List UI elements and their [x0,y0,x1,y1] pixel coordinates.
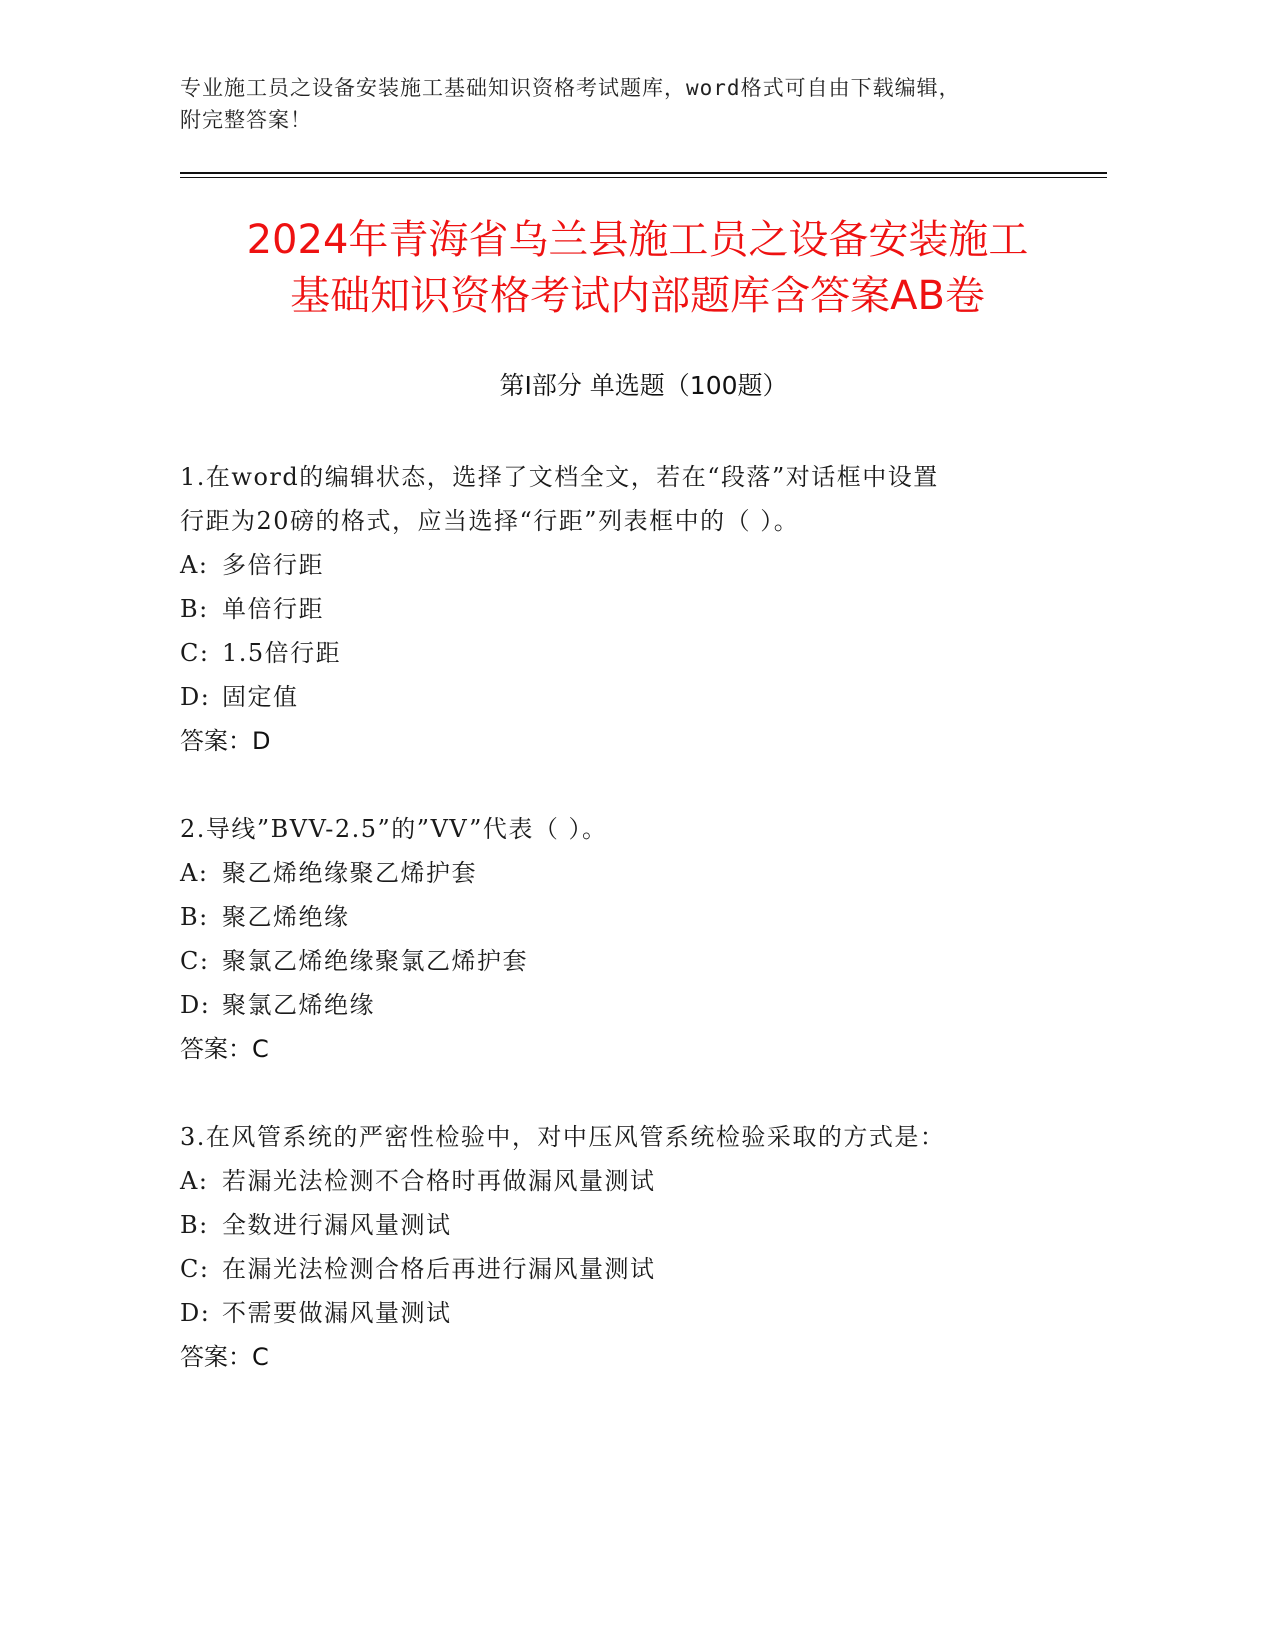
option-a [180,543,1080,587]
option-text: 若漏光法检测不合格时再做漏风量测试 [222,1167,656,1195]
answer-line: 答案：C [180,1343,269,1371]
question-stem-line: 2.导线”BVV-2.5”的”VV”代表（ ）。 [180,815,608,843]
option-key: A: [180,1167,209,1195]
question-stem-line: 行距为20磅的格式，应当选择“行距”列表框中的（ ）。 [180,507,800,535]
option-d [180,983,1080,1027]
document-title [150,212,1125,324]
option-d [180,675,1080,719]
header-divider-thick [180,172,1107,174]
answer-line: 答案：C [180,1035,269,1063]
option-text: 单倍行距 [222,595,324,623]
option-d [180,1291,1080,1335]
question-stem [180,455,1080,543]
section-title: 第Ⅰ部分 单选题（100题） [499,371,788,400]
question-stem-line: 1.在word的编辑状态，选择了文档全文，若在“段落”对话框中设置 [180,463,939,491]
question-3 [180,1115,1080,1379]
option-c [180,1247,1080,1291]
option-key: B: [180,595,209,623]
option-c [180,939,1080,983]
question-stem [180,807,1080,851]
option-text: 全数进行漏风量测试 [222,1211,452,1239]
option-text: 固定值 [222,683,299,711]
option-key: B: [180,903,209,931]
header-divider-thin [180,177,1107,178]
question-1 [180,455,1080,763]
option-a [180,1159,1080,1203]
option-b [180,895,1080,939]
option-c [180,631,1080,675]
option-text: 不需要做漏风量测试 [222,1299,452,1327]
option-key: D: [180,1299,211,1327]
option-key: C: [180,639,210,667]
option-text: 聚乙烯绝缘 [222,903,350,931]
option-text: 1.5倍行距 [222,639,342,667]
header-note [180,72,1100,136]
option-key: A: [180,551,209,579]
option-key: B: [180,1211,209,1239]
option-text: 聚乙烯绝缘聚乙烯护套 [222,859,477,887]
header-note-line-1: 专业施工员之设备安装施工基础知识资格考试题库，word格式可自由下载编辑， [180,76,961,100]
option-key: C: [180,947,210,975]
option-a [180,851,1080,895]
option-b [180,587,1080,631]
option-text: 聚氯乙烯绝缘 [222,991,375,1019]
option-text: 多倍行距 [222,551,324,579]
question-list [180,455,1080,1423]
option-key: D: [180,991,211,1019]
option-key: A: [180,859,209,887]
option-text: 在漏光法检测合格后再进行漏风量测试 [222,1255,656,1283]
question-stem [180,1115,1080,1159]
question-stem-line: 3.在风管系统的严密性检验中，对中压风管系统检验采取的方式是： [180,1123,946,1151]
document-title-line-1: 2024年青海省乌兰县施工员之设备安装施工 [246,217,1029,263]
question-2 [180,807,1080,1071]
document-title-line-2: 基础知识资格考试内部题库含答案AB卷 [290,273,985,319]
option-b [180,1203,1080,1247]
answer-line: 答案：D [180,727,271,755]
option-key: D: [180,683,211,711]
option-key: C: [180,1255,210,1283]
header-note-line-2: 附完整答案！ [180,108,312,132]
option-text: 聚氯乙烯绝缘聚氯乙烯护套 [222,947,528,975]
